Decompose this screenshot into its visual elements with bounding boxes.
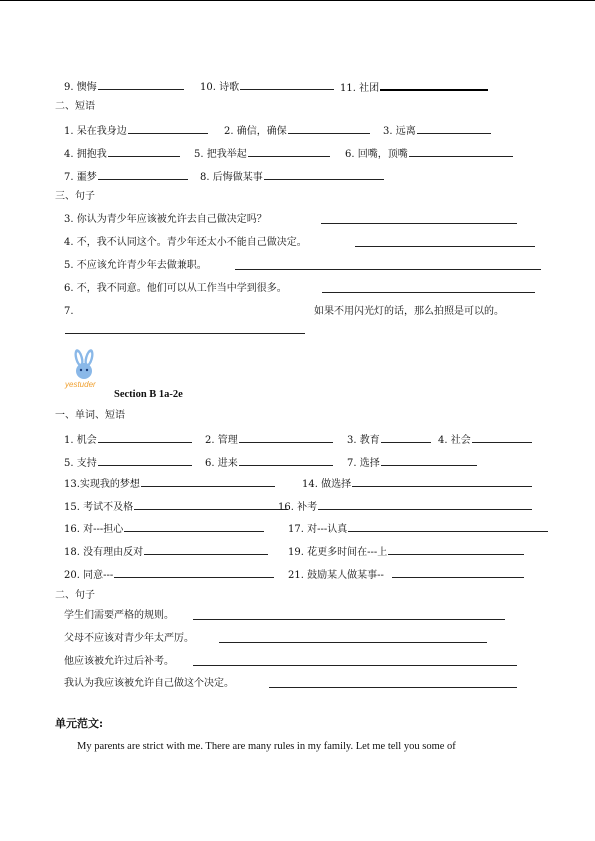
- sb-label: 19. 花更多时间在---上: [288, 547, 388, 558]
- answer-blank[interactable]: [417, 122, 491, 134]
- section-heading-sentences: 三、句子: [55, 191, 95, 202]
- sb-item-16b: [64, 520, 264, 536]
- answer-blank[interactable]: [124, 520, 264, 532]
- answer-blank[interactable]: [321, 212, 517, 224]
- sb-label: 7. 选择: [347, 458, 380, 469]
- sb-row-16b-17: [64, 520, 543, 536]
- answer-blank[interactable]: [269, 676, 517, 688]
- sb-label: 4. 社会: [438, 435, 471, 446]
- answer-blank[interactable]: [98, 168, 188, 180]
- rabbit-logo-icon: [63, 349, 107, 389]
- sb-item-13: [64, 475, 275, 491]
- phrase-row-1-3: [64, 122, 543, 138]
- svg-text:yestuder: yestuder: [65, 380, 96, 389]
- sb-label: 14. 做选择: [302, 479, 352, 490]
- phrase-item-8: [200, 168, 384, 184]
- answer-blank[interactable]: [114, 566, 274, 578]
- sentence-number: 7.: [64, 306, 74, 317]
- sentence-row-4: [64, 235, 543, 251]
- sb-item-4: [438, 431, 532, 447]
- sb-sentence-row-2: [64, 631, 543, 647]
- sb-label: 17. 对---认真: [288, 524, 348, 535]
- answer-blank[interactable]: [144, 543, 268, 555]
- sb-sentence-row-4: [64, 676, 543, 692]
- sb-item-2: [205, 431, 333, 447]
- answer-blank[interactable]: [108, 145, 180, 157]
- vocab-row-9-11: [64, 78, 543, 94]
- sentence-row-3: [64, 212, 543, 228]
- sentence-row-6: [64, 281, 543, 297]
- answer-blank[interactable]: [388, 543, 524, 555]
- phrase-label: 8. 后悔做某事: [200, 172, 263, 183]
- answer-blank[interactable]: [381, 454, 477, 466]
- sb-label: 5. 支持: [64, 458, 97, 469]
- answer-blank[interactable]: [239, 431, 333, 443]
- phrase-item-1: [64, 122, 208, 138]
- answer-blank[interactable]: [380, 78, 488, 91]
- answer-blank[interactable]: [248, 145, 330, 157]
- phrase-label: 7. 噩梦: [64, 172, 97, 183]
- sb-item-15: [64, 498, 288, 514]
- answer-blank[interactable]: [409, 145, 513, 157]
- sb-row-1-4: [64, 431, 543, 447]
- answer-blank[interactable]: [193, 654, 517, 666]
- phrase-row-4-6: [64, 145, 543, 161]
- sb-label: 21. 鼓励某人做某事--: [288, 570, 384, 581]
- answer-blank[interactable]: [98, 454, 192, 466]
- sb-item-21: [288, 566, 524, 582]
- sb-label: 16. 对---担心: [64, 524, 124, 535]
- answer-blank[interactable]: [219, 631, 487, 643]
- sb-item-18: [64, 543, 268, 559]
- phrase-item-3: [383, 122, 491, 138]
- answer-blank[interactable]: [264, 168, 384, 180]
- sb-item-3: [347, 431, 431, 447]
- answer-blank[interactable]: [240, 78, 334, 90]
- unit-essay-text: My parents are strict with me. There are many rules in my family. Let me tell you some of: [77, 741, 456, 752]
- answer-blank[interactable]: [381, 431, 431, 443]
- answer-blank[interactable]: [141, 475, 275, 487]
- sb-item-20: [64, 566, 274, 582]
- sb-label: 3. 教育: [347, 435, 380, 446]
- phrase-label: 5. 把我举起: [194, 149, 247, 160]
- sb-label: 1. 机会: [64, 435, 97, 446]
- answer-blank[interactable]: [98, 78, 184, 90]
- sb-label: 13.实现我的梦想: [64, 479, 140, 490]
- section-heading-phrases: 二、短语: [55, 101, 95, 112]
- phrase-label: 6. 回嘴，顶嘴: [345, 149, 408, 160]
- answer-blank[interactable]: [322, 281, 535, 293]
- section-b-title: Section B 1a-2e: [114, 389, 183, 400]
- vocab-label: 11. 社团: [340, 83, 380, 94]
- sb-label: 6. 进来: [205, 458, 238, 469]
- answer-blank[interactable]: [239, 454, 333, 466]
- sb-label: 20. 同意---: [64, 570, 114, 581]
- section-b-sentences-heading: 二、句子: [55, 590, 95, 601]
- vocab-item-11: [340, 78, 488, 94]
- sentence-label: 5. 不应该允许青少年去做兼职。: [64, 260, 207, 271]
- sb-sentence-row-1: [64, 608, 543, 624]
- sb-item-16: [278, 498, 532, 514]
- phrase-label: 1. 呆在我身边: [64, 126, 127, 137]
- sentence-label: 他应该被允许过后补考。: [64, 656, 174, 667]
- section-b-heading: 一、单词、短语: [55, 410, 125, 421]
- sentence-label: 父母不应该对青少年太严厉。: [64, 633, 194, 644]
- vocab-item-9: [64, 78, 184, 94]
- answer-blank[interactable]: [352, 475, 532, 487]
- sb-row-5-7: [64, 454, 543, 470]
- sb-item-14: [302, 475, 532, 491]
- vocab-label: 9. 懊悔: [64, 82, 97, 93]
- phrase-item-5: [194, 145, 330, 161]
- sb-row-18-19: [64, 543, 543, 559]
- sb-row-15-16: [64, 498, 543, 514]
- sb-item-7: [347, 454, 477, 470]
- sentence-label: 如果不用闪光灯的话，那么拍照是可以的。: [314, 306, 504, 317]
- answer-blank[interactable]: [392, 566, 524, 578]
- vocab-item-10: [200, 78, 334, 94]
- sb-label: 2. 管理: [205, 435, 238, 446]
- phrase-label: 3. 远离: [383, 126, 416, 137]
- sb-item-1: [64, 431, 192, 447]
- sentence-label: 6. 不，我不同意。他们可以从工作当中学到很多。: [64, 283, 287, 294]
- sb-label: 15. 考试不及格: [64, 502, 134, 513]
- sb-item-17: [288, 520, 548, 536]
- phrase-item-2: [224, 122, 370, 138]
- answer-blank[interactable]: [128, 122, 208, 134]
- answer-blank[interactable]: [472, 431, 532, 443]
- answer-blank[interactable]: [98, 431, 192, 443]
- sentence-row-5: [64, 258, 543, 274]
- sb-item-6: [205, 454, 333, 470]
- phrase-item-6: [345, 145, 513, 161]
- top-border: [0, 0, 595, 1]
- yestuder-logo: [63, 349, 107, 389]
- answer-blank[interactable]: [355, 235, 535, 247]
- sentence-label: 学生们需要严格的规则。: [64, 610, 174, 621]
- sb-label: 18. 没有理由反对: [64, 547, 144, 558]
- phrase-label: 2. 确信，确保: [224, 126, 287, 137]
- sb-sentence-row-3: [64, 654, 543, 670]
- phrase-row-7-8: [64, 168, 543, 184]
- answer-blank[interactable]: [193, 608, 505, 620]
- sentence-row-7: [64, 304, 543, 320]
- sb-row-13-14: [64, 475, 543, 491]
- phrase-item-7: [64, 168, 188, 184]
- answer-blank[interactable]: [288, 122, 370, 134]
- sentence-label: 3. 你认为青少年应该被允许去自己做决定吗？: [64, 214, 267, 225]
- unit-essay-title: 单元范文:: [55, 717, 104, 730]
- answer-blank[interactable]: [65, 322, 305, 334]
- sb-row-20-21: [64, 566, 543, 582]
- answer-blank[interactable]: [235, 258, 541, 270]
- sb-label: 16. 补考: [278, 502, 318, 513]
- answer-blank[interactable]: [348, 520, 548, 532]
- vocab-label: 10. 诗歌: [200, 82, 240, 93]
- answer-blank[interactable]: [318, 498, 532, 510]
- sentence-label: 4. 不，我不认同这个。青少年还太小不能自己做决定。: [64, 237, 307, 248]
- sb-item-19: [288, 543, 524, 559]
- sentence-label: 我认为我应该被允许自己做这个决定。: [64, 678, 234, 689]
- phrase-item-4: [64, 145, 180, 161]
- phrase-label: 4. 拥抱我: [64, 149, 107, 160]
- sb-item-5: [64, 454, 192, 470]
- answer-blank[interactable]: [134, 498, 288, 510]
